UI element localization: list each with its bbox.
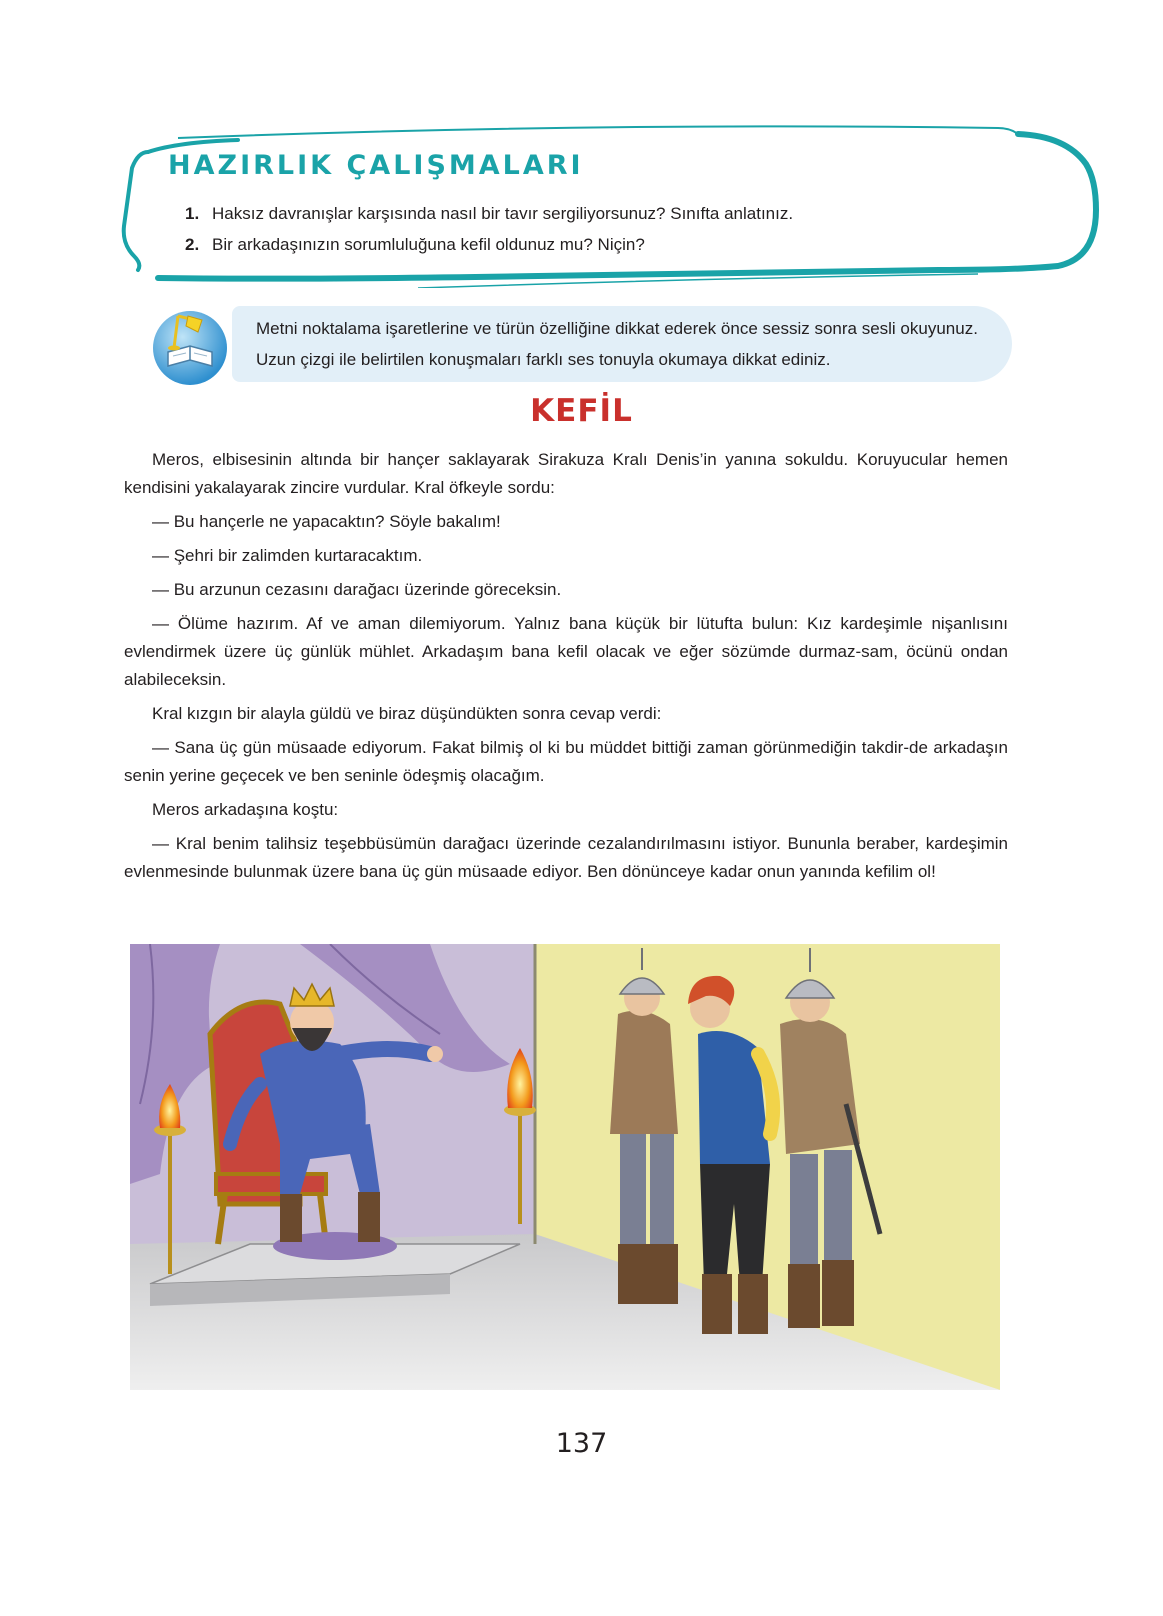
question-text: Haksız davranışlar karşısında nasıl bir tavır sergiliyorsunuz? Sınıfta anlatınız. [212, 204, 794, 223]
story-paragraph: Kral kızgın bir alayla güldü ve biraz düşündükten sonra cevap verdi: [152, 704, 662, 723]
question-item [185, 229, 1025, 260]
reading-tip-text: Metni noktalama işaretlerine ve türün özelliğine dikkat ederek önce sessiz sonra sesli okuyunuz. Uzun çizgi ile belirtilen konuşmaları farklı ses tonuyla okumaya dikkat ediniz. [256, 319, 978, 369]
story-paragraph: — Sana üç gün müsaade ediyorum. Fakat bilmiş ol ki bu müddet bittiği zaman görünmediğin takdir-de arkadaşın senin yerine geçecek ve ben seninle ödeşmiş olacağım. [124, 738, 1008, 785]
preparation-title: HAZIRLIK ÇALIŞMALARI [168, 150, 584, 181]
preparation-questions [185, 198, 1025, 260]
question-item [185, 198, 1025, 229]
story-illustration [130, 944, 1000, 1390]
story-paragraph: Meros arkadaşına koştu: [152, 800, 339, 819]
story-paragraph: — Bu arzunun cezasını darağacı üzerinde göreceksin. [152, 580, 562, 599]
reading-lamp-icon [148, 302, 234, 388]
story-body [124, 446, 1008, 892]
story-paragraph: — Ölüme hazırım. Af ve aman dilemiyorum. Yalnız bana küçük bir lütufta bulun: Kız kardeşimle nişanlısını evlendirmek üzere üç günlük mühlet. Arkadaşım bana kefil olacak ve eğer sözümde durmaz-sam, öcünü ondan alabileceksin. [124, 614, 1008, 689]
question-number: 1. [185, 204, 200, 223]
story-title: KEFİL [530, 393, 633, 429]
question-text: Bir arkadaşınızın sorumluluğuna kefil oldunuz mu? Niçin? [212, 235, 645, 254]
story-paragraph: — Bu hançerle ne yapacaktın? Söyle bakalım! [152, 512, 501, 531]
story-paragraph: — Şehri bir zalimden kurtaracaktım. [152, 546, 423, 565]
story-paragraph: Meros, elbisesinin altında bir hançer saklayarak Sirakuza Kralı Denis’in yanına sokuldu. Koruyucular hemen kendisini yakalayarak zincire vurdular. Kral öfkeyle sordu: [124, 450, 1008, 497]
story-paragraph: — Kral benim talihsiz teşebbüsümün darağacı üzerinde cezalandırılmasını istiyor. Bununla beraber, kardeşimin evlenmesinde bulunmak üzere bana üç gün müsaade ediyor. Ben dönünceye kadar onun yanında kefilim ol! [124, 834, 1008, 881]
page-number: 137 [555, 1428, 608, 1459]
question-number: 2. [185, 235, 200, 254]
